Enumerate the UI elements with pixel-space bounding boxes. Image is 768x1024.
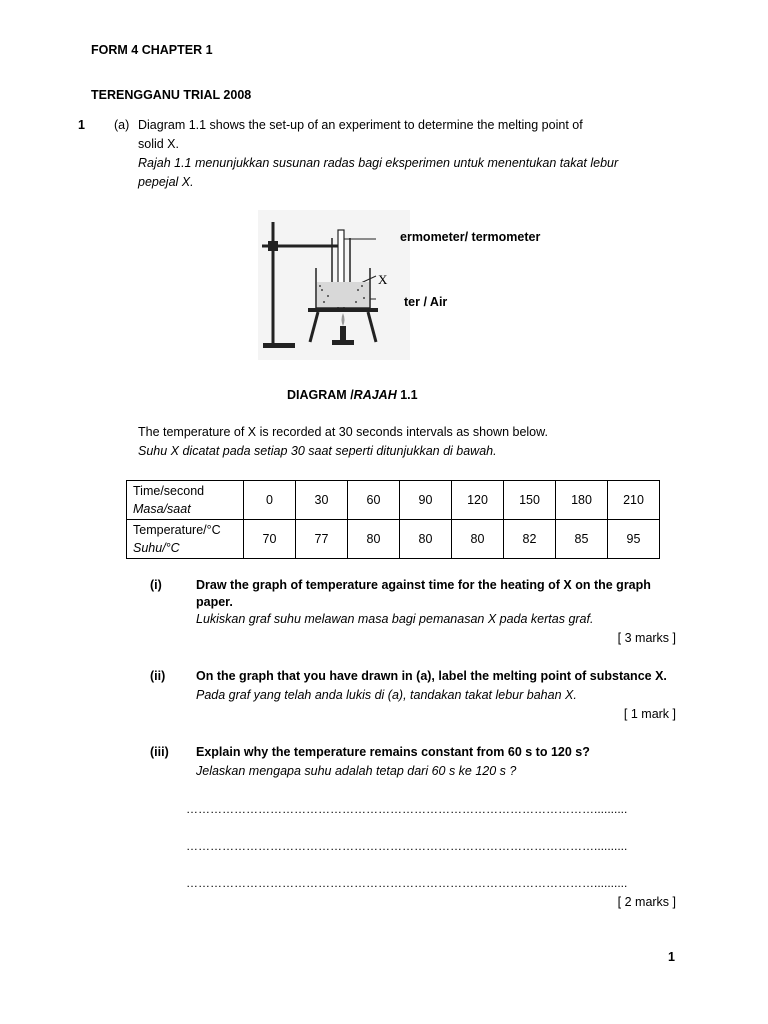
time-cell: 90 (400, 481, 452, 520)
part-a-label: (a) (114, 118, 130, 132)
label-water: ter / Air (404, 295, 448, 309)
wire-gauze (308, 308, 378, 312)
subquestion-iii-marks: [ 2 marks ] (617, 895, 676, 909)
diagram-caption: DIAGRAM /RAJAH 1.1 (287, 388, 418, 402)
intro-malay-line2: pepejal X. (138, 175, 194, 189)
temperature-cell: 80 (400, 520, 452, 559)
time-cell: 30 (296, 481, 348, 520)
exam-source: TERENGGANU TRIAL 2008 (91, 88, 252, 102)
temperature-row (127, 520, 660, 559)
temperature-cell: 95 (608, 520, 660, 559)
intro-malay-line1: Rajah 1.1 menunjukkan susunan radas bagi eksperimen untuk menentukan takat lebur (138, 156, 619, 170)
question-number: 1 (78, 118, 85, 132)
temperature-cell: 80 (452, 520, 504, 559)
temperature-header: Temperature/°C Suhu/°C (127, 520, 244, 559)
answer-line[interactable]: ………………………………………………………………………………………….......... (186, 802, 628, 816)
intro-english-line1: Diagram 1.1 shows the set-up of an experiment to determine the melting point of (138, 118, 583, 132)
subquestion-iii-label: (iii) (150, 745, 169, 759)
time-cell: 60 (348, 481, 400, 520)
time-cell: 150 (504, 481, 556, 520)
time-cell: 210 (608, 481, 660, 520)
label-thermometer: ermometer/ termometer (400, 230, 541, 244)
answer-line[interactable]: ………………………………………………………………………………………….......... (186, 839, 628, 853)
subquestion-ii-english: On the graph that you have drawn in (a), label the melting point of substance X. (196, 669, 667, 683)
subquestion-iii-malay: Jelaskan mengapa suhu adalah tetap dari 60 s ke 120 s ? (196, 764, 517, 778)
subquestion-i-marks: [ 3 marks ] (617, 631, 676, 645)
retort-base (263, 343, 295, 348)
page-number: 1 (668, 950, 675, 964)
subquestion-i-malay: Lukiskan graf suhu melawan masa bagi pemanasan X pada kertas graf. (196, 612, 594, 626)
time-row (127, 481, 660, 520)
apparatus-diagram (258, 210, 410, 360)
chapter-heading: FORM 4 CHAPTER 1 (91, 43, 213, 57)
clamp-boss (268, 241, 278, 251)
temperature-cell: 80 (348, 520, 400, 559)
temperature-table (126, 480, 660, 559)
subquestion-ii-malay: Pada graf yang telah anda lukis di (a), tandakan takat lebur bahan X. (196, 688, 577, 702)
time-header: Time/second Masa/saat (127, 481, 244, 520)
subquestion-i-english-line1: Draw the graph of temperature against time for the heating of X on the graph (196, 578, 651, 592)
time-cell: 180 (556, 481, 608, 520)
time-cell: 0 (244, 481, 296, 520)
intro-english-line2: solid X. (138, 137, 179, 151)
label-x: X (378, 272, 388, 287)
time-cell: 120 (452, 481, 504, 520)
table-intro-malay: Suhu X dicatat pada setiap 30 saat seperti ditunjukkan di bawah. (138, 444, 497, 458)
subquestion-i-english-line2: paper. (196, 595, 233, 609)
answer-line[interactable]: ………………………………………………………………………………………….......... (186, 876, 628, 890)
temperature-cell: 82 (504, 520, 556, 559)
temperature-cell: 85 (556, 520, 608, 559)
bunsen-burner (340, 326, 346, 342)
temperature-cell: 70 (244, 520, 296, 559)
temperature-cell: 77 (296, 520, 348, 559)
subquestion-ii-label: (ii) (150, 669, 166, 683)
subquestion-iii-english: Explain why the temperature remains constant from 60 s to 120 s? (196, 745, 590, 759)
table-intro-english: The temperature of X is recorded at 30 seconds intervals as shown below. (138, 425, 548, 439)
subquestion-ii-marks: [ 1 mark ] (623, 707, 676, 721)
subquestion-i-label: (i) (150, 578, 162, 592)
